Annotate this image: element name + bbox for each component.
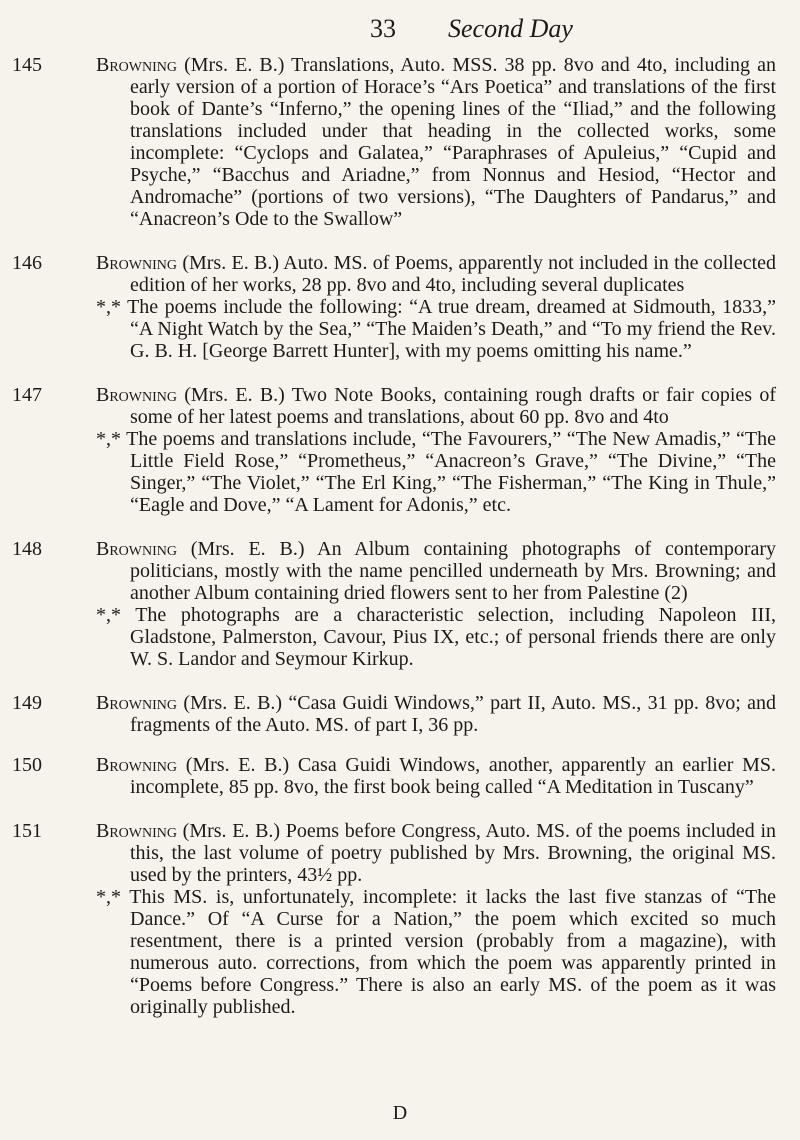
lot-author: Browning [96,538,177,560]
lot-text: (Mrs. E. B.) Poems before Congress, Auto. MS. of the poems included in this, the last volume of poetry published by Mrs. Browning, the original MS. used by the printers, 43½ pp. [130,820,777,886]
lot-author: Browning [96,820,177,842]
lot-entry [0,538,800,670]
lot-number: 145 [12,54,42,76]
lot-text: (Mrs. E. B.) Translations, Auto. MSS. 38 pp. 8vo and 4to, including an early version of a portion of Horace’s “Ars Poetica” and translations of the first book of Dante’s “Inferno,” the opening lines of the “Iliad,” and the following translations included under that heading in the collected works, some incomplete: “Cyclops and Galatea,” “Paraphrases of Apuleius,” “Cupid and Psyche,” “Bacchus and Ariadne,” from Nonnus and Hesiod, “Hector and Andromache” (portions of two versions), “The Daughters of Pandarus,” and “Anacreon’s Ode to the Swallow” [130,54,776,230]
running-title: Second Day [448,14,573,43]
lot-number: 150 [12,754,42,776]
lot-author: Browning [96,54,177,76]
page-header [0,14,800,48]
lot-author: Browning [96,252,177,274]
lot-note: *,* The photographs are a characteristic selection, including Napoleon III, Gladstone, Palmerston, Cavour, Pius IX, etc.; of personal friends there are only W. S. Landor and Seymour Kirkup. [96,604,776,670]
signature-mark: D [392,1102,408,1124]
lot-number: 146 [12,252,42,274]
lot-description [96,820,777,886]
lot-number: 151 [12,820,42,842]
lot-entry [0,692,800,736]
lot-author: Browning [96,384,177,406]
lot-description [96,384,777,428]
lot-note: *,* The poems include the following: “A true dream, dreamed at Sidmouth, 1833,” “A Night Watch by the Sea,” “The Maiden’s Death,” and “To my friend the Rev. G. B. H. [George Barrett Hunter], with my poems omitting his name.” [96,296,776,362]
lot-text: (Mrs. E. B.) Auto. MS. of Poems, apparently not included in the collected edition of her works, 28 pp. 8vo and 4to, including several duplicates [130,252,777,296]
lot-entry [0,252,800,362]
lot-entry [0,754,800,798]
lot-note: *,* The poems and translations include, “The Favourers,” “The New Amadis,” “The Little Field Rose,” “Prometheus,” “Anacreon’s Grave,” “The Divine,” “The Singer,” “The Violet,” “The Erl King,” “The Fisherman,” “The King in Thule,” “Eagle and Dove,” “A Lament for Adonis,” etc. [96,428,776,516]
lot-entry [0,54,800,230]
lot-number: 149 [12,692,42,714]
lot-description [96,54,776,230]
lot-text: (Mrs. E. B.) “Casa Guidi Windows,” part II, Auto. MS., 31 pp. 8vo; and fragments of the Auto. MS. of part I, 36 pp. [130,692,776,736]
lot-entry [0,820,800,1018]
lot-entries [0,54,800,1044]
lot-author: Browning [96,692,177,714]
page-number: 33 [370,14,396,43]
lot-author: Browning [96,754,177,776]
lot-note: *,* This MS. is, unfortunately, incomplete: it lacks the last five stanzas of “The Dance.” Of “A Curse for a Nation,” the poem which excited so much resentment, there is a printed version (probably from a magazine), with numerous auto. corrections, from which the poem was apparently printed in “Poems before Congress.” There is also an early MS. of the poem as it was originally published. [96,886,776,1018]
lot-entry [0,384,800,516]
lot-text: (Mrs. E. B.) Two Note Books, containing rough drafts or fair copies of some of her latest poems and translations, about 60 pp. 8vo and 4to [130,384,777,428]
lot-number: 147 [12,384,42,406]
lot-text: (Mrs. E. B.) An Album containing photographs of contemporary politicians, mostly with the name pencilled underneath by Mrs. Browning; and another Album containing dried flowers sent to her from Palestine (2) [130,538,777,604]
lot-description [96,754,776,798]
lot-number: 148 [12,538,42,560]
lot-description [96,252,777,296]
lot-description [96,692,776,736]
lot-text: (Mrs. E. B.) Casa Guidi Windows, another, apparently an earlier MS. incomplete, 85 pp. 8vo, the first book being called “A Meditation in Tuscany” [130,754,776,798]
lot-description [96,538,777,604]
